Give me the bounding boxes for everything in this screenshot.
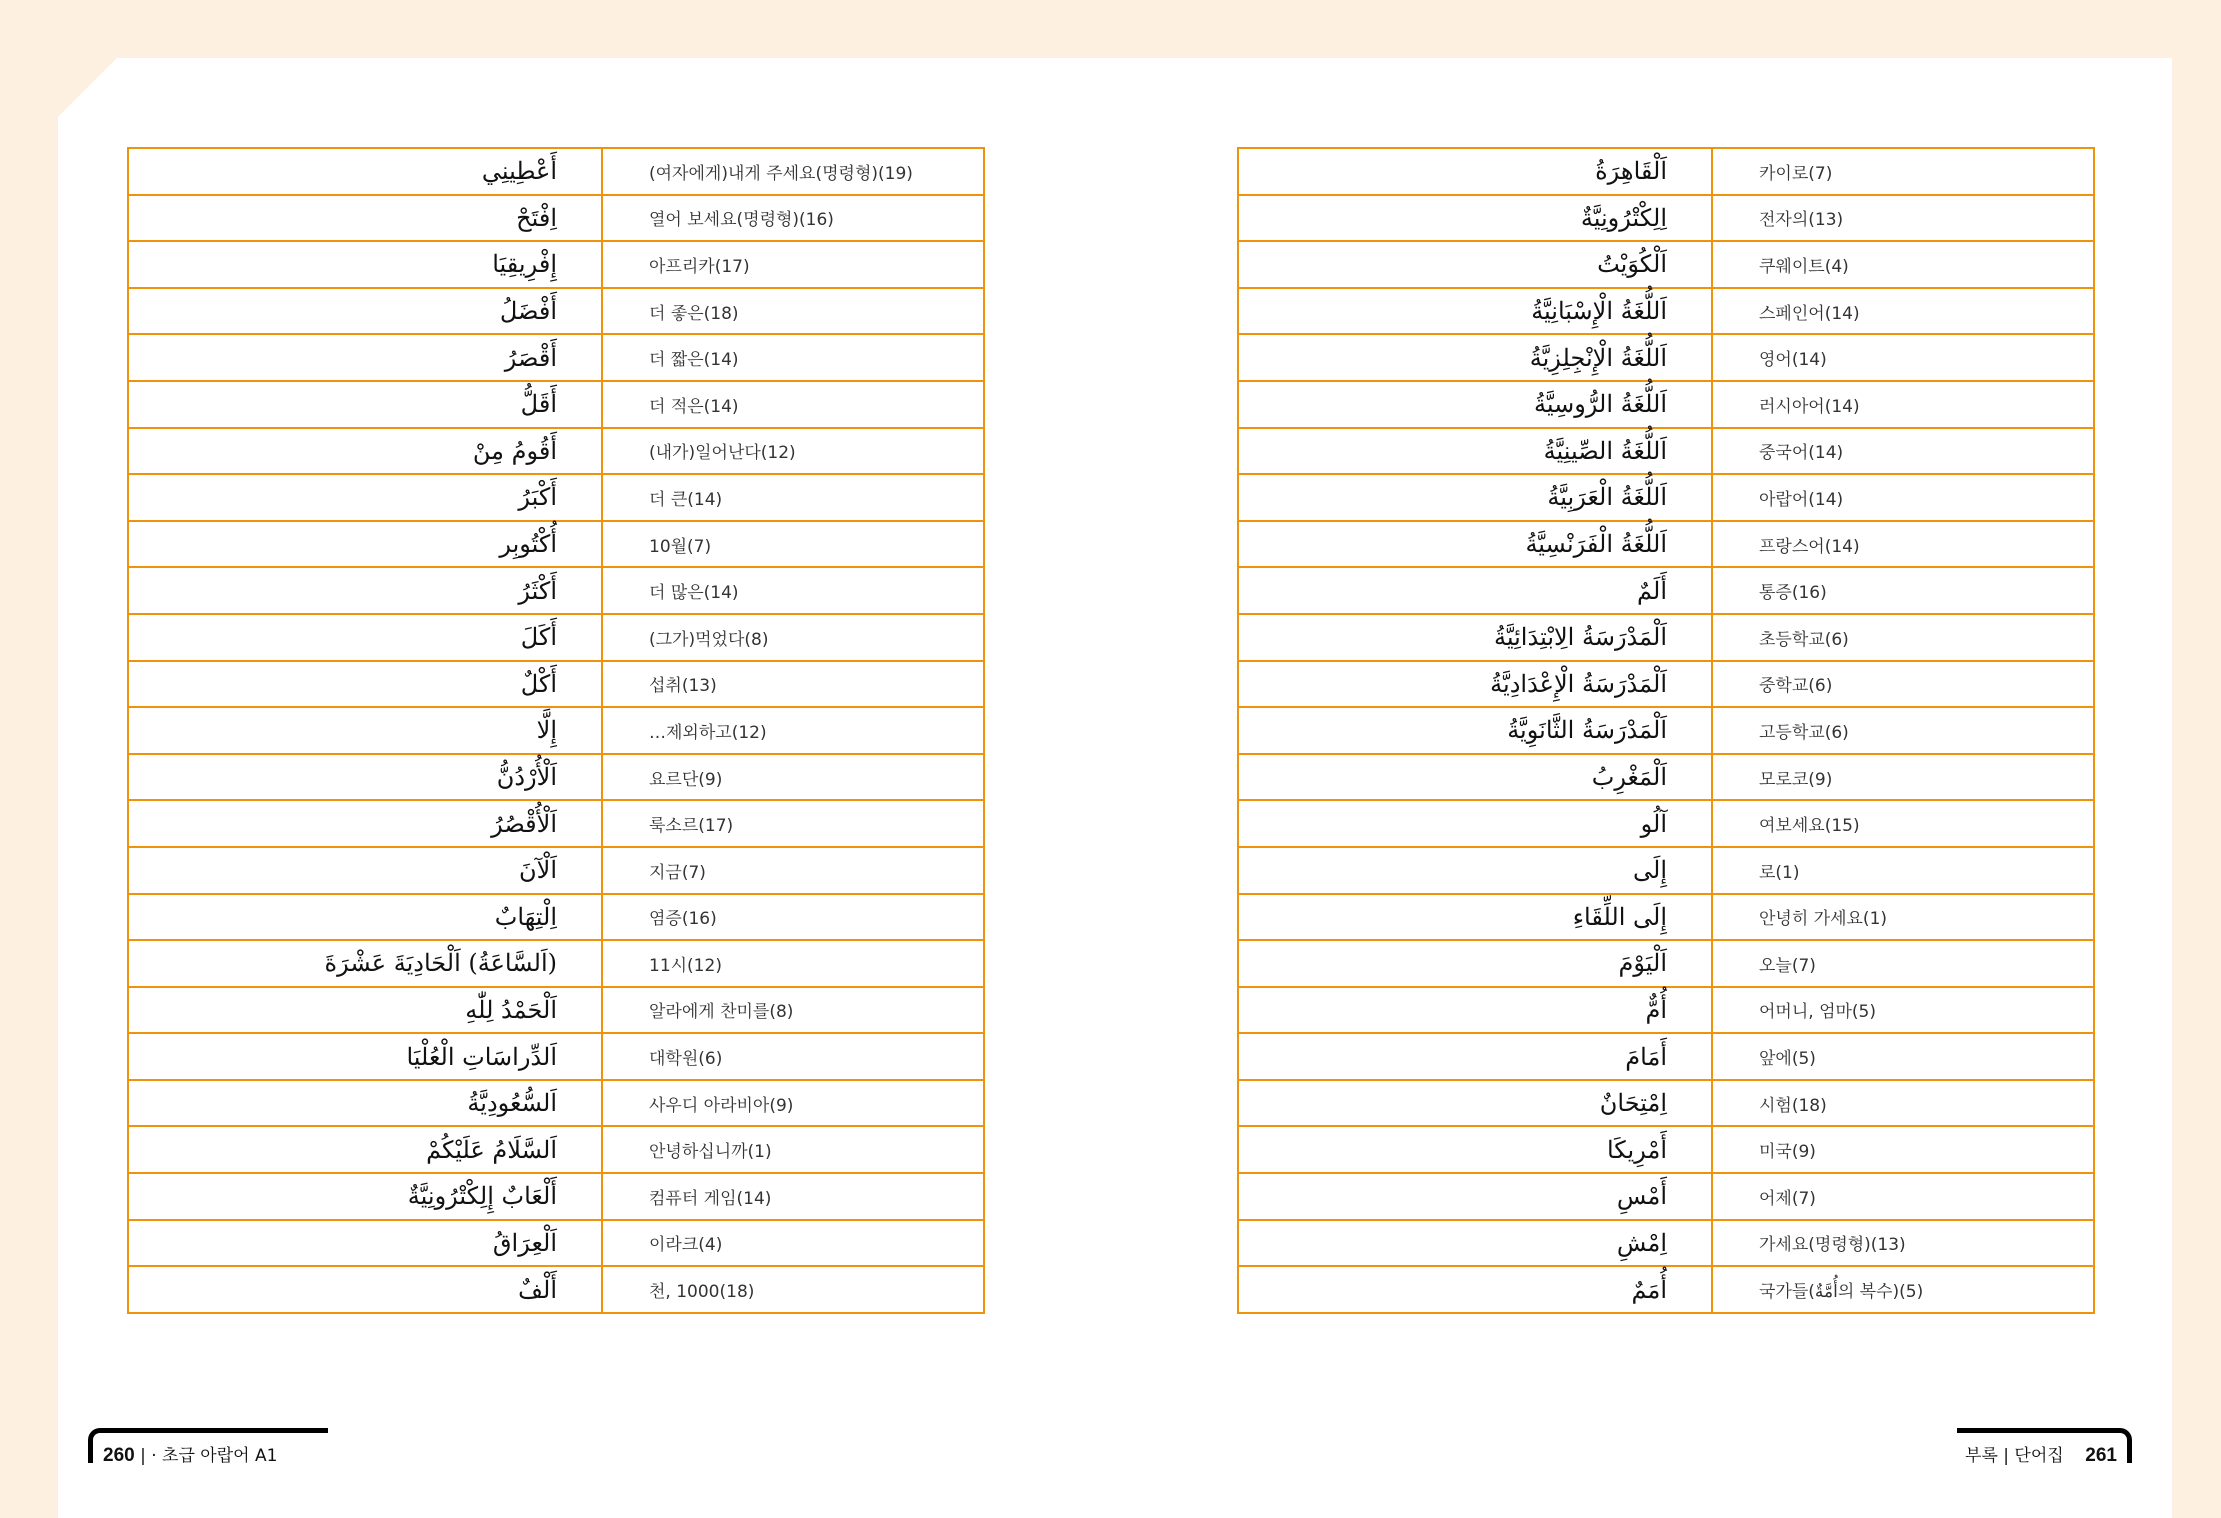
arabic-word: اَلْمَدْرَسَةُ الْإِعْدَادِيَّةُ [1238, 661, 1712, 708]
korean-meaning: 앞에(5) [1712, 1033, 2094, 1080]
korean-meaning: 러시아어(14) [1712, 381, 2094, 428]
vocab-row [128, 1033, 984, 1080]
vocab-row [1238, 1033, 2094, 1080]
arabic-word: أَمْسِ [1238, 1173, 1712, 1220]
arabic-word: أَقُومُ مِنْ [128, 428, 602, 475]
book-title: | · 초급 아랍어 A1 [140, 1446, 278, 1466]
korean-meaning: 어머니, 엄마(5) [1712, 987, 2094, 1034]
arabic-word: اَلْحَمْدُ لِلّٰهِ [128, 987, 602, 1034]
arabic-word: اَلدِّراسَاتِ الْعُلْيَا [128, 1033, 602, 1080]
footer-right [1957, 1428, 2132, 1466]
footer-left [88, 1428, 328, 1466]
arabic-word: آلُو [1238, 800, 1712, 847]
korean-meaning: 프랑스어(14) [1712, 521, 2094, 568]
arabic-word: اِمْتِحَانٌ [1238, 1080, 1712, 1127]
korean-meaning: 전자의(13) [1712, 195, 2094, 242]
vocab-row [1238, 195, 2094, 242]
vocab-row [128, 661, 984, 708]
vocab-row [128, 521, 984, 568]
korean-meaning: 이라크(4) [602, 1220, 984, 1267]
korean-meaning: 시험(18) [1712, 1080, 2094, 1127]
korean-meaning: 지금(7) [602, 847, 984, 894]
arabic-word: اَللُّغَةُ الْفَرَنْسِيَّةُ [1238, 521, 1712, 568]
korean-meaning: 대학원(6) [602, 1033, 984, 1080]
vocab-row [128, 567, 984, 614]
vocab-row [128, 428, 984, 475]
vocab-row [1238, 754, 2094, 801]
korean-meaning: 오늘(7) [1712, 940, 2094, 987]
korean-meaning: 영어(14) [1712, 334, 2094, 381]
vocab-row [128, 1173, 984, 1220]
page-number-left: 260 [103, 1445, 135, 1466]
korean-meaning: 여보세요(15) [1712, 800, 2094, 847]
arabic-word: اَلْكُوَيْتُ [1238, 241, 1712, 288]
vocab-row [128, 241, 984, 288]
korean-meaning: 통증(16) [1712, 567, 2094, 614]
arabic-word: أَمَامَ [1238, 1033, 1712, 1080]
korean-meaning: 로(1) [1712, 847, 2094, 894]
vocab-row [128, 800, 984, 847]
vocab-row [128, 474, 984, 521]
vocab-row [128, 381, 984, 428]
arabic-word: اَلْأُرْدُنُّ [128, 754, 602, 801]
arabic-word: أَعْطِينِي [128, 148, 602, 195]
vocab-row [128, 288, 984, 335]
vocab-row [128, 195, 984, 242]
arabic-word: أَفْضَلُ [128, 288, 602, 335]
vocab-row [1238, 381, 2094, 428]
korean-meaning: (내가)일어난다(12) [602, 428, 984, 475]
arabic-word: إِلَى [1238, 847, 1712, 894]
arabic-word: اَلْمَغْرِبُ [1238, 754, 1712, 801]
korean-meaning: 요르단(9) [602, 754, 984, 801]
arabic-word: اَلْمَدْرَسَةُ الثَّانَوِيَّةُ [1238, 707, 1712, 754]
korean-meaning: (여자에게)내게 주세요(명령형)(19) [602, 148, 984, 195]
vocab-row [128, 1220, 984, 1267]
korean-meaning: 11시(12) [602, 940, 984, 987]
vocabulary-table-right [1237, 147, 2095, 1314]
korean-meaning: 가세요(명령형)(13) [1712, 1220, 2094, 1267]
korean-meaning: 사우디 아라비아(9) [602, 1080, 984, 1127]
vocab-row [128, 847, 984, 894]
arabic-word: اَللُّغَةُ الْإِنْجِلِزِيَّةُ [1238, 334, 1712, 381]
arabic-word: أَلْعَابٌ إِلِكْتْرُونِيَّةٌ [128, 1173, 602, 1220]
arabic-word: اَلسُّعُودِيَّةُ [128, 1080, 602, 1127]
korean-meaning: 카이로(7) [1712, 148, 2094, 195]
korean-meaning: 염증(16) [602, 894, 984, 941]
arabic-word: اَلْأُقْصُرُ [128, 800, 602, 847]
arabic-word: اِلْتِهَابٌ [128, 894, 602, 941]
arabic-word: (اَلسَّاعَةُ) اَلْحَادِيَةَ عَشْرَةَ [128, 940, 602, 987]
korean-meaning: 스페인어(14) [1712, 288, 2094, 335]
vocab-row [1238, 1266, 2094, 1313]
korean-meaning: 미국(9) [1712, 1126, 2094, 1173]
korean-meaning: 더 큰(14) [602, 474, 984, 521]
korean-meaning: …제외하고(12) [602, 707, 984, 754]
vocab-row [1238, 428, 2094, 475]
vocab-row [1238, 800, 2094, 847]
arabic-word: اَللُّغَةُ الصِّينِيَّةُ [1238, 428, 1712, 475]
korean-meaning: (그가)먹었다(8) [602, 614, 984, 661]
arabic-word: اِمْشِ [1238, 1220, 1712, 1267]
page-number-right: 261 [2085, 1445, 2117, 1466]
arabic-word: اِلِكْتْرُونِيَّةٌ [1238, 195, 1712, 242]
arabic-word: اَللُّغَةُ الْعَرَبِيَّةُ [1238, 474, 1712, 521]
arabic-word: اَلسَّلَامُ عَلَيْكُمْ [128, 1126, 602, 1173]
arabic-word: إِلَّا [128, 707, 602, 754]
vocab-row [1238, 1173, 2094, 1220]
vocab-row [1238, 474, 2094, 521]
vocab-row [128, 1266, 984, 1313]
vocab-row [128, 1126, 984, 1173]
vocab-row [1238, 987, 2094, 1034]
vocab-row [1238, 847, 2094, 894]
vocab-row [128, 614, 984, 661]
vocab-row [1238, 894, 2094, 941]
vocab-row [1238, 614, 2094, 661]
vocab-row [128, 1080, 984, 1127]
arabic-word: اَللُّغَةُ الرُّوسِيَّةُ [1238, 381, 1712, 428]
korean-meaning: 열어 보세요(명령형)(16) [602, 195, 984, 242]
vocabulary-table-left [127, 147, 985, 1314]
korean-meaning: 국가들(أُمَّةٌ의 복수)(5) [1712, 1266, 2094, 1313]
korean-meaning: 10월(7) [602, 521, 984, 568]
arabic-word: اَلْآنَ [128, 847, 602, 894]
vocab-row [128, 894, 984, 941]
korean-meaning: 쿠웨이트(4) [1712, 241, 2094, 288]
korean-meaning: 안녕히 가세요(1) [1712, 894, 2094, 941]
korean-meaning: 아랍어(14) [1712, 474, 2094, 521]
vocab-row [1238, 288, 2094, 335]
arabic-word: أَلْفٌ [128, 1266, 602, 1313]
korean-meaning: 중국어(14) [1712, 428, 2094, 475]
arabic-word: اَلْمَدْرَسَةُ الِابْتِدَائِيَّةُ [1238, 614, 1712, 661]
korean-meaning: 어제(7) [1712, 1173, 2094, 1220]
vocab-row [1238, 148, 2094, 195]
vocab-row [1238, 521, 2094, 568]
vocab-row [128, 707, 984, 754]
korean-meaning: 더 많은(14) [602, 567, 984, 614]
korean-meaning: 고등학교(6) [1712, 707, 2094, 754]
arabic-word: أَقْصَرُ [128, 334, 602, 381]
vocab-row [128, 987, 984, 1034]
arabic-word: اِفْتَحْ [128, 195, 602, 242]
arabic-word: أُكْتُوبِر [128, 521, 602, 568]
arabic-word: إِلَى اللِّقَاءِ [1238, 894, 1712, 941]
vocab-row [128, 148, 984, 195]
vocab-row [1238, 1220, 2094, 1267]
vocab-row [1238, 940, 2094, 987]
arabic-word: أُمَمٌ [1238, 1266, 1712, 1313]
arabic-word: أُمٌّ [1238, 987, 1712, 1034]
korean-meaning: 더 짧은(14) [602, 334, 984, 381]
korean-meaning: 컴퓨터 게임(14) [602, 1173, 984, 1220]
arabic-word: اَللُّغَةُ الْإِسْبَانِيَّةُ [1238, 288, 1712, 335]
vocab-row [1238, 1080, 2094, 1127]
arabic-word: أَكَلَ [128, 614, 602, 661]
arabic-word: أَلَمٌ [1238, 567, 1712, 614]
korean-meaning: 섭취(13) [602, 661, 984, 708]
korean-meaning: 더 적은(14) [602, 381, 984, 428]
arabic-word: اَلْيَوْمَ [1238, 940, 1712, 987]
korean-meaning: 아프리카(17) [602, 241, 984, 288]
arabic-word: أَكْثَرُ [128, 567, 602, 614]
vocab-row [1238, 334, 2094, 381]
korean-meaning: 더 좋은(18) [602, 288, 984, 335]
korean-meaning: 알라에게 찬미를(8) [602, 987, 984, 1034]
korean-meaning: 룩소르(17) [602, 800, 984, 847]
vocab-row [1238, 241, 2094, 288]
korean-meaning: 중학교(6) [1712, 661, 2094, 708]
arabic-word: أَقَلُّ [128, 381, 602, 428]
vocab-row [128, 754, 984, 801]
arabic-word: أَكْبَرُ [128, 474, 602, 521]
section-title: 부록 | 단어집 [1965, 1446, 2064, 1466]
korean-meaning: 초등학교(6) [1712, 614, 2094, 661]
korean-meaning: 천, 1000(18) [602, 1266, 984, 1313]
arabic-word: أَمْرِيكَا [1238, 1126, 1712, 1173]
arabic-word: إِفْرِيقِيَا [128, 241, 602, 288]
arabic-word: اَلْعِرَاقُ [128, 1220, 602, 1267]
vocab-row [128, 334, 984, 381]
vocab-row [1238, 707, 2094, 754]
arabic-word: اَلْقَاهِرَةُ [1238, 148, 1712, 195]
korean-meaning: 안녕하십니까(1) [602, 1126, 984, 1173]
vocab-row [128, 940, 984, 987]
vocab-row [1238, 661, 2094, 708]
arabic-word: أَكْلٌ [128, 661, 602, 708]
vocab-row [1238, 567, 2094, 614]
vocab-row [1238, 1126, 2094, 1173]
korean-meaning: 모로코(9) [1712, 754, 2094, 801]
